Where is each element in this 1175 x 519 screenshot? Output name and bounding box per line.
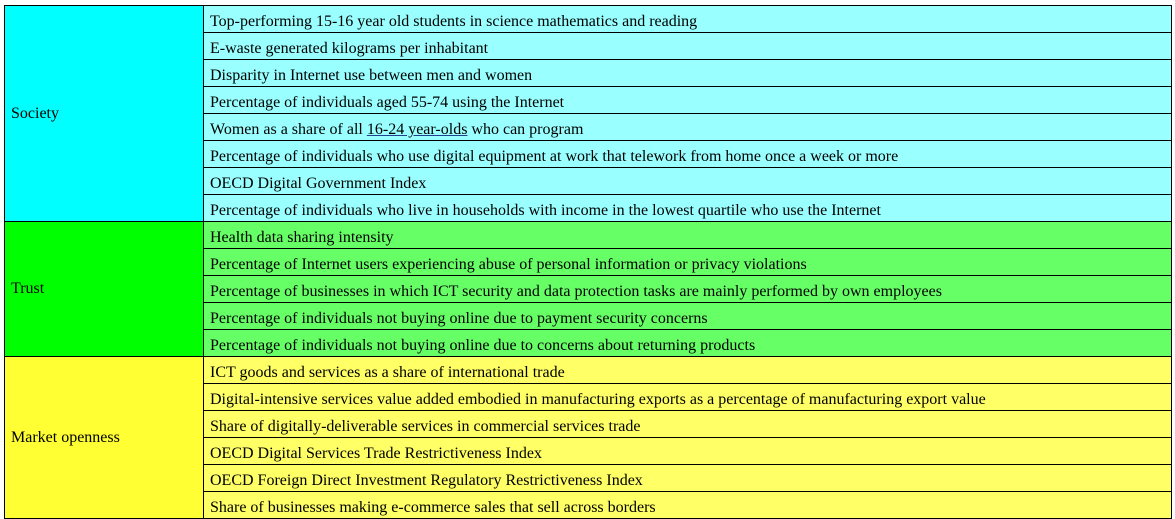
indicator-table [4,5,1172,519]
category-market-openness: Market openness [5,357,204,519]
indicator-text-end: who can program [467,121,584,138]
indicator-cell: E-waste generated kilograms per inhabitant [204,33,1172,60]
indicator-cell: Percentage of individuals not buying online due to payment security concerns [204,303,1172,330]
indicator-cell: Percentage of individuals who use digital equipment at work that telework from home once a week or more [204,141,1172,168]
indicator-cell [204,114,1172,141]
indicator-cell: Top-performing 15-16 year old students in science mathematics and reading [204,6,1172,33]
indicator-table-container [4,5,1172,519]
indicator-text-start: Women as a share of all [210,121,367,138]
indicator-cell: Health data sharing intensity [204,222,1172,249]
category-society: Society [5,6,204,222]
indicator-cell: Digital-intensive services value added embodied in manufacturing exports as a percentage of manufacturing export value [204,384,1172,411]
indicator-underlined-text: 16-24 year-olds [366,121,468,138]
indicator-cell: OECD Digital Services Trade Restrictiveness Index [204,438,1172,465]
indicator-cell: ICT goods and services as a share of international trade [204,357,1172,384]
indicator-cell: Percentage of individuals aged 55-74 using the Internet [204,87,1172,114]
category-trust: Trust [5,222,204,357]
indicator-cell: Disparity in Internet use between men and women [204,60,1172,87]
indicator-cell: OECD Foreign Direct Investment Regulatory Restrictiveness Index [204,465,1172,492]
indicator-cell: Percentage of Internet users experiencing abuse of personal information or privacy violations [204,249,1172,276]
indicator-cell: Percentage of businesses in which ICT security and data protection tasks are mainly performed by own employees [204,276,1172,303]
indicator-cell: Share of digitally-deliverable services in commercial services trade [204,411,1172,438]
table-row [5,222,1172,249]
table-row [5,6,1172,33]
indicator-cell: Share of businesses making e-commerce sales that sell across borders [204,492,1172,519]
indicator-cell: Percentage of individuals not buying online due to concerns about returning products [204,330,1172,357]
indicator-cell: Percentage of individuals who live in households with income in the lowest quartile who use the Internet [204,195,1172,222]
table-row [5,357,1172,384]
indicator-cell: OECD Digital Government Index [204,168,1172,195]
